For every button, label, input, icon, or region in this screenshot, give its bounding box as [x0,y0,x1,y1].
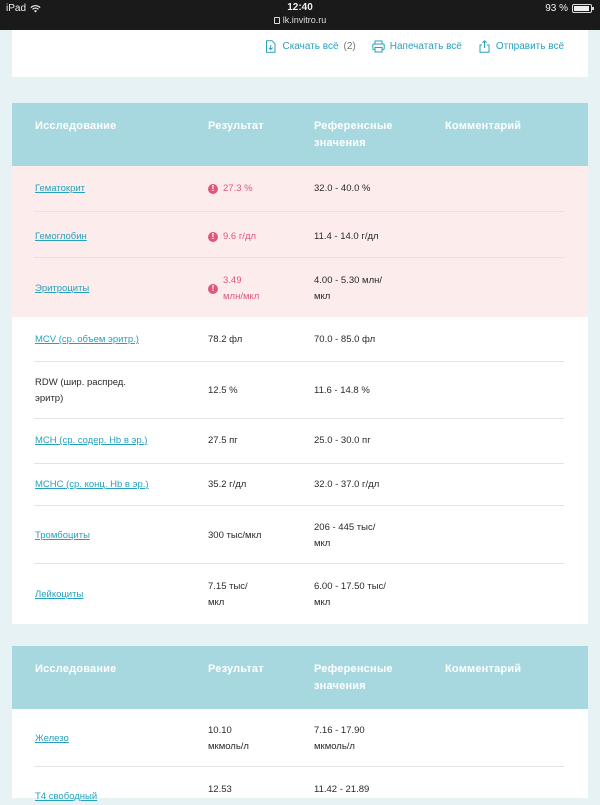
table-header [12,103,588,166]
study-link[interactable]: Лейкоциты [35,589,84,600]
result-value: 78.2 фл [208,334,243,345]
table-row [12,212,588,258]
alert-icon: ! [208,232,218,242]
share-icon [478,40,491,53]
result-line2: мкмоль/л [208,741,249,752]
result-value: 12.5 % [208,385,238,396]
clock: 12:40 [287,2,313,13]
study-name-line2: эритр) [35,393,64,404]
reference-line1: 6.00 - 17.50 тыс/ [314,581,386,592]
results-table-1 [12,103,588,624]
table-header [12,646,588,709]
battery-icon [572,4,592,13]
table-row [12,419,588,464]
header-result: Результат [208,663,264,675]
actions-card [12,30,588,77]
print-all-button[interactable] [372,40,462,53]
header-reference-line2: значения [314,137,366,149]
reference-line1: 4.00 - 5.30 млн/ [314,275,383,286]
table-row [12,564,588,624]
reference-value: 70.0 - 85.0 фл [314,334,376,345]
lock-icon [274,17,280,24]
table-row [12,166,588,212]
table-row [12,709,588,767]
study-name [35,375,195,407]
header-comment: Комментарий [445,663,522,675]
url-text: lk.invitro.ru [282,15,327,25]
result-text: 27.3 % [223,183,253,194]
study-link[interactable]: Эритроциты [35,283,90,294]
reference-line2: мкл [314,538,331,549]
download-label: Скачать всё [282,41,339,52]
study-link[interactable]: Гемоглобин [35,231,87,242]
result-value [208,273,308,305]
header-reference [314,118,393,152]
reference-value [314,723,424,755]
results-table-2 [12,646,588,802]
result-text: 9.6 г/дл [223,231,257,242]
reference-line2: мкл [314,597,331,608]
reference-value: 11.6 - 14.8 % [314,385,370,396]
table-row [12,362,588,419]
reference-line1: 7.16 - 17.90 [314,725,365,736]
reference-line2: мкл [314,291,331,302]
result-value: 35.2 г/дл [208,479,247,490]
status-right [545,3,592,14]
study-link[interactable]: MCV (ср. объем эритр.) [35,334,139,345]
reference-value [314,520,424,552]
result-value [208,229,308,245]
result-value [208,181,308,197]
alert-icon: ! [208,184,218,194]
result-value [208,723,308,755]
header-result: Результат [208,120,264,132]
table-row [12,767,588,802]
download-all-button[interactable] [264,40,355,53]
download-icon [264,40,277,53]
result-line2: млн/мкл [223,291,260,302]
reference-value: 11.42 - 21.89 [314,784,370,795]
study-link[interactable]: Тромбоциты [35,530,90,541]
table-row [12,464,588,506]
reference-line2: мкмоль/л [314,741,355,752]
reference-line1: 206 - 445 тыс/ [314,522,376,533]
study-name-line1: RDW (шир. распред. [35,377,126,388]
table-row [12,258,588,317]
printer-icon [372,40,385,53]
study-link[interactable]: Железо [35,733,69,744]
print-label: Напечатать всё [389,41,462,52]
reference-value: 32.0 - 40.0 % [314,183,371,194]
reference-value [314,579,424,611]
status-bar [0,0,600,30]
study-link[interactable]: MCH (ср. содер. Hb в эр.) [35,435,148,446]
study-link[interactable]: Т4 свободный [35,791,98,802]
reference-value [314,273,424,305]
result-value: 300 тыс/мкл [208,530,262,541]
result-line1: 3.49 [223,275,242,286]
result-line2: мкл [208,597,225,608]
device-name: iPad [6,3,27,14]
download-count: (2) [343,41,356,52]
study-link[interactable]: Гематокрит [35,183,86,194]
header-reference-line1: Референсные [314,120,393,132]
header-reference-line2: значения [314,680,366,692]
reference-value: 25.0 - 30.0 пг [314,435,371,446]
alert-icon: ! [208,284,218,294]
study-link[interactable]: MCHC (ср. конц. Hb в эр.) [35,479,149,490]
actions-bar [264,40,564,53]
result-text [223,273,259,305]
result-value: 27.5 пг [208,435,238,446]
table-row [12,506,588,564]
header-study: Исследование [35,120,117,132]
header-reference [314,661,393,695]
header-reference-line1: Референсные [314,663,393,675]
reference-value: 11.4 - 14.0 г/дл [314,231,379,242]
result-line1: 7.15 тыс/ [208,581,248,592]
result-line1: 10.10 [208,725,232,736]
send-label: Отправить всё [495,41,564,52]
battery-percent: 93 % [545,3,568,14]
address-bar[interactable] [0,15,600,25]
send-all-button[interactable] [478,40,564,53]
result-value: 12.53 [208,784,232,795]
table-row [12,317,588,362]
result-value [208,579,308,611]
reference-value: 32.0 - 37.0 г/дл [314,479,380,490]
header-study: Исследование [35,663,117,675]
header-comment: Комментарий [445,120,522,132]
